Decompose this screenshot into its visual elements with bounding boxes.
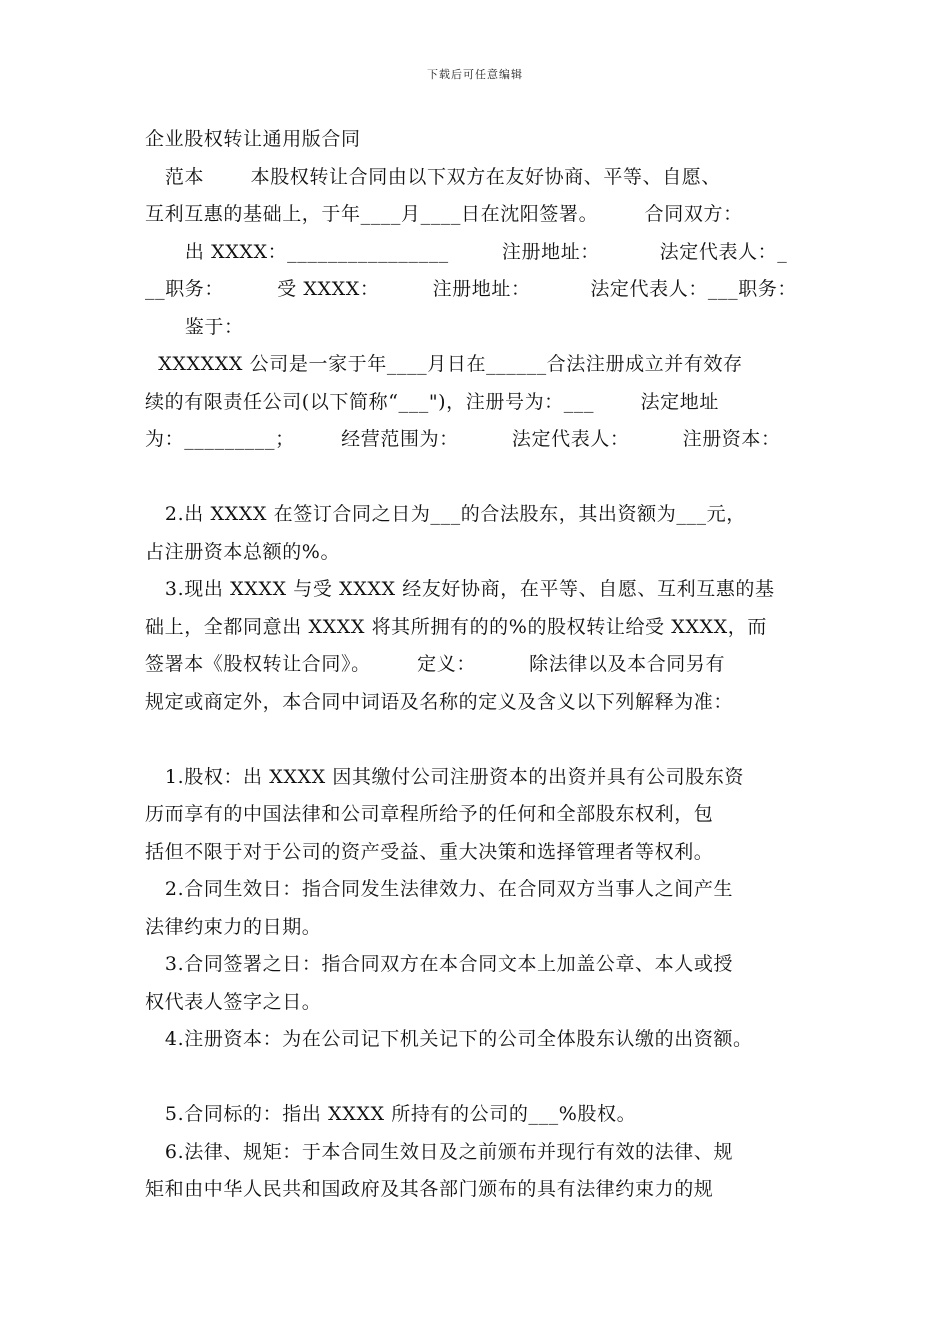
blank-line (145, 1059, 825, 1097)
body-line: 2.出 XXXX 在签订合同之日为___的合法股东，其出资额为___元， (145, 503, 746, 525)
body-line: 鉴于： (145, 315, 244, 338)
body-line: 法律约束力的日期。 (145, 915, 322, 938)
body-line: 括但不限于对于公司的资产受益、重大决策和选择管理者等权利。 (145, 840, 714, 863)
body-line: 占注册资本总额的%。 (145, 540, 341, 563)
body-line: 权代表人签字之日。 (145, 990, 322, 1013)
body-line: __职务： 受 XXXX： 注册地址： 法定代表人：___职务： (145, 278, 798, 300)
body-line: 1.股权：出 XXXX 因其缴付公司注册资本的出资并具有公司股东资 (145, 765, 745, 788)
body-line: 签署本《股权转让合同》。 定义： 除法律以及本合同另有 (145, 653, 726, 675)
document-title: 企业股权转让通用版合同 (145, 128, 361, 150)
body-line: 4.注册资本：为在公司记下机关记下的公司全体股东认缴的出资额。 (145, 1028, 753, 1050)
body-line: 础上，全都同意出 XXXX 将其所拥有的的%的股权转让给受 XXXX，而 (145, 615, 767, 638)
body-line: 2.合同生效日：指合同发生法律效力、在合同双方当事人之间产生 (145, 878, 734, 900)
body-line: XXXXXX 公司是一家于年____月日在______合法注册成立并有效存 (145, 353, 743, 375)
body-line: 续的有限责任公司(以下简称“___")，注册号为：___ 法定地址 (145, 390, 719, 413)
body-line: 3.现出 XXXX 与受 XXXX 经友好协商，在平等、自愿、互利互惠的基 (145, 578, 775, 600)
body-line: 互利互惠的基础上，于年____月____日在沈阳签署。 合同双方： (145, 203, 743, 225)
blank-line (145, 459, 825, 497)
document-body (145, 121, 825, 1209)
blank-line (145, 721, 825, 759)
body-line: 为：_________； 经营范围为： 法定代表人： 注册资本： (145, 428, 781, 450)
body-line: 矩和由中华人民共和国政府及其各部门颁布的具有法律约束力的规 (145, 1178, 714, 1200)
body-line: 历而享有的中国法律和公司章程所给予的任何和全部股东权利，包 (145, 803, 714, 825)
body-line: 6.法律、规矩：于本合同生效日及之前颁布并现行有效的法律、规 (145, 1140, 734, 1163)
body-line: 3.合同签署之日：指合同双方在本合同文本上加盖公章、本人或授 (145, 953, 734, 975)
body-line: 出 XXXX：________________ 注册地址： 法定代表人：_ (145, 240, 788, 263)
body-line: 范本 本股权转让合同由以下双方在友好协商、平等、自愿、 (145, 165, 721, 188)
body-line: 5.合同标的：指出 XXXX 所持有的公司的___%股权。 (145, 1103, 637, 1125)
page-header-note: 下载后可任意编辑 (427, 68, 523, 81)
body-line: 规定或商定外，本合同中词语及名称的定义及含义以下列解释为准： (145, 690, 734, 713)
